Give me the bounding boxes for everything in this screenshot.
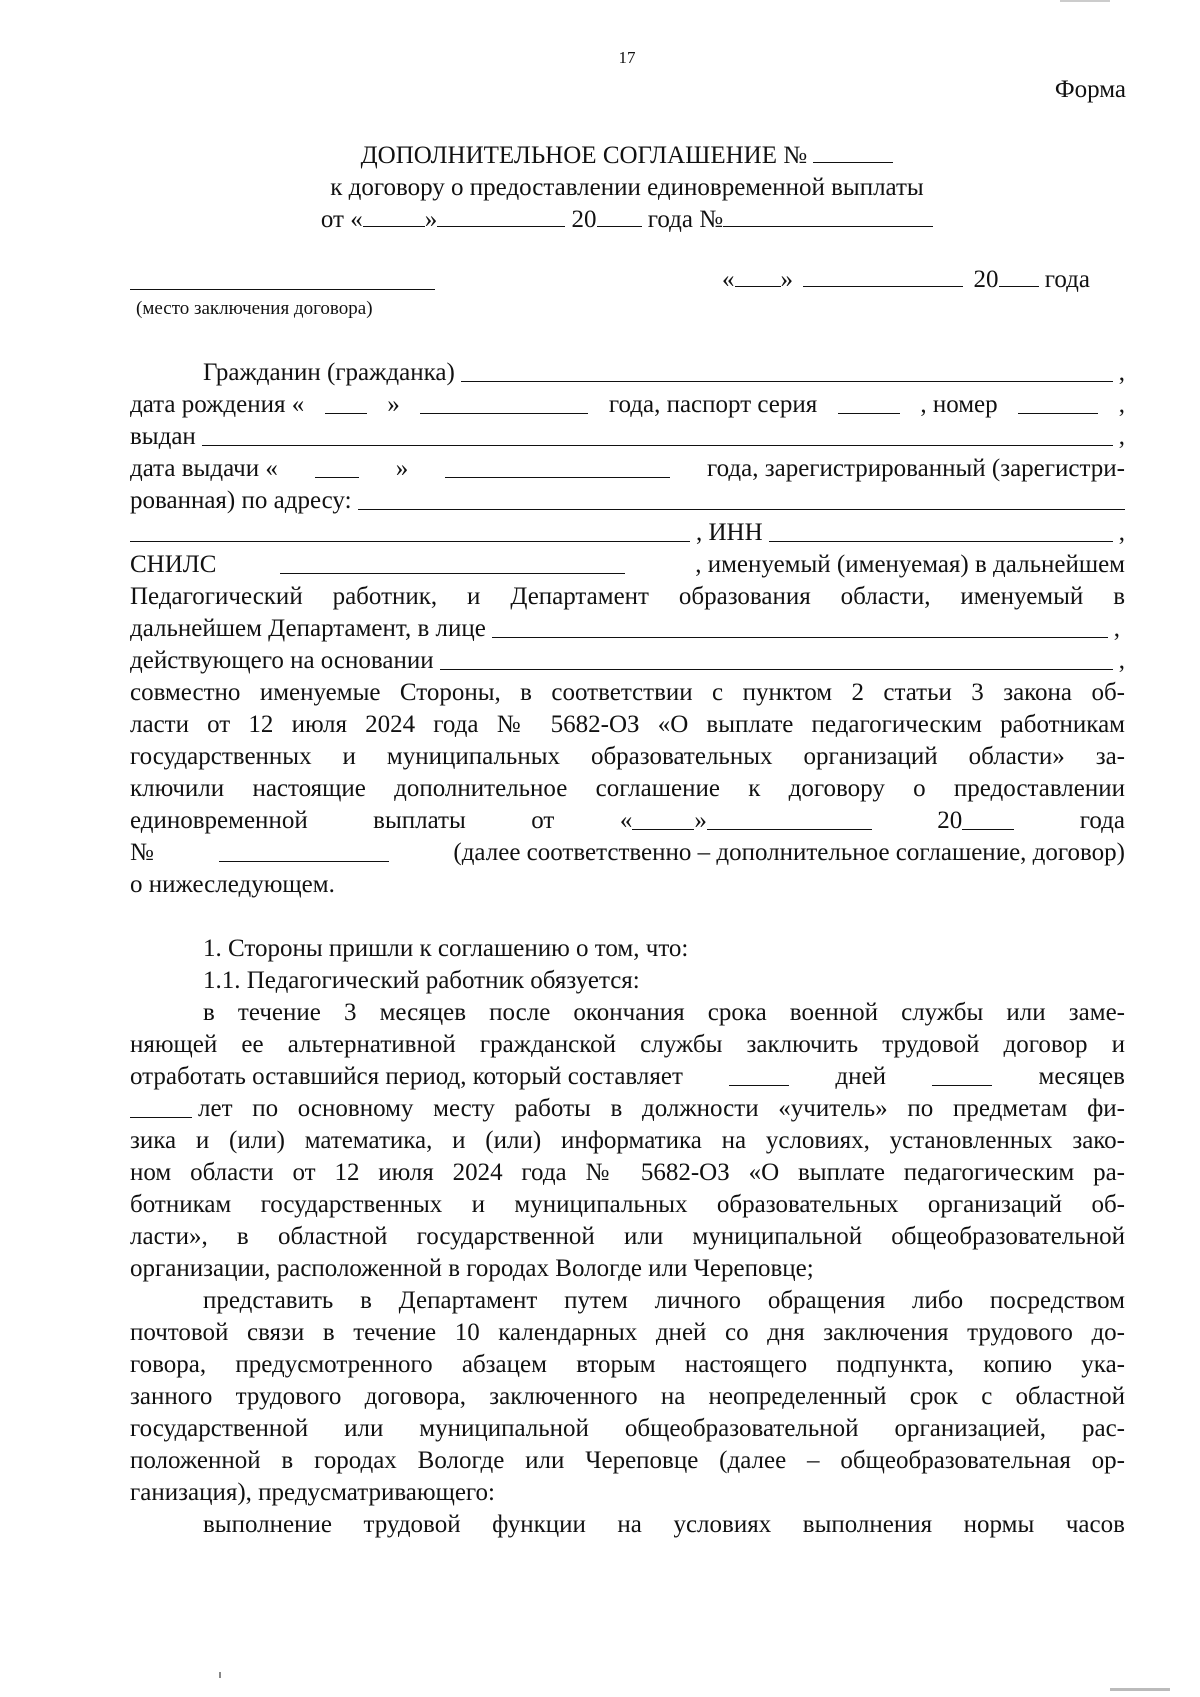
text: №: [130, 839, 154, 866]
para-b-line-6: положенной в городах Вологде или Череповце (далее – общеобразовательная ор-: [130, 1447, 1125, 1474]
issue-day-blank[interactable]: [315, 455, 359, 478]
para-a-line-4: [130, 1094, 1125, 1124]
inn-line: [130, 518, 1125, 548]
year-blank[interactable]: [597, 206, 642, 227]
text: условиях: [673, 1511, 772, 1538]
contract-date-line: [0, 206, 1200, 234]
text: месяцев: [1038, 1063, 1125, 1090]
text: функции: [492, 1511, 586, 1538]
para-a-line-7: ботникам государственных и муниципальных образовательных организаций об-: [130, 1191, 1125, 1218]
parties-line-12: ласти от 12 июля 2024 года № 5682-ОЗ «О выплате педагогическим работникам: [130, 711, 1125, 738]
birth-passport-line: [130, 390, 1125, 420]
text: ,: [1118, 423, 1125, 450]
inn-blank[interactable]: [769, 519, 1113, 542]
representative-blank[interactable]: [492, 615, 1108, 638]
text: ,: [1113, 615, 1120, 642]
years-blank[interactable]: [130, 1095, 192, 1118]
scan-speck: [219, 1672, 221, 1678]
sign-year-prefix: 20: [973, 266, 999, 293]
text: нормы: [963, 1511, 1035, 1538]
text: (далее соответственно – дополнительное соглашение, договор): [453, 839, 1125, 866]
open-quote: «: [722, 266, 735, 293]
para-b-line-3: говора, предусмотренного абзацем вторым настоящего подпункта, копию ука-: [130, 1351, 1125, 1378]
para-b-line-4: занного трудового договора, заключенного на неопределенный срок с областной: [130, 1383, 1125, 1410]
close-quote: »: [780, 266, 793, 293]
text: года, паспорт серия: [608, 391, 818, 418]
from-text: от «: [320, 206, 363, 233]
text: выполнения: [802, 1511, 933, 1538]
scan-speck: [1110, 1688, 1170, 1691]
passport-number-blank[interactable]: [1018, 391, 1098, 414]
text: , ИНН: [696, 519, 763, 546]
issued-by-blank[interactable]: [202, 423, 1113, 446]
text: лет по основному месту работы в должности «учитель» по предметам фи-: [198, 1095, 1125, 1122]
contract-date-ref-line: [130, 806, 1125, 836]
contract-number-blank[interactable]: [723, 206, 933, 227]
birth-date-blank[interactable]: [420, 391, 588, 414]
signing-date: [722, 266, 1090, 294]
para-c-line-1: [203, 1510, 1125, 1540]
parties-line-13: государственных и муниципальных образовательных организаций области» за-: [130, 743, 1125, 770]
text: действующего на основании: [130, 647, 434, 674]
para-a-line-8: ласти», в областной государственной или муниципальной общеобразовательной: [130, 1223, 1125, 1250]
para-a-line-5: зика и (или) математика, и (или) информатика на условиях, установленных зако-: [130, 1127, 1125, 1154]
text: трудовой: [363, 1511, 461, 1538]
text: рованная) по адресу:: [130, 487, 352, 514]
birth-day-blank[interactable]: [325, 391, 367, 414]
issued-line: [130, 422, 1125, 452]
ref-date-group: [620, 806, 872, 836]
basis-blank[interactable]: [440, 647, 1113, 670]
text: , номер: [920, 391, 998, 418]
text: от: [531, 807, 555, 834]
parties-line-11: совместно именуемые Стороны, в соответствии с пунктом 2 статьи 3 закона об-: [130, 679, 1125, 706]
year-prefix: 20: [571, 206, 597, 233]
text: Гражданин (гражданка): [203, 359, 455, 386]
sign-year-blank[interactable]: [999, 266, 1039, 287]
text: выплаты: [373, 807, 466, 834]
issue-date-line: [130, 454, 1125, 484]
citizen-name-blank[interactable]: [461, 359, 1113, 382]
address-blank[interactable]: [358, 487, 1125, 510]
text: года: [1079, 807, 1125, 834]
issue-date-blank[interactable]: [445, 455, 670, 478]
clause-1: 1. Стороны пришли к соглашению о том, что:: [203, 935, 689, 962]
snils-blank[interactable]: [280, 551, 625, 574]
ref-number-blank[interactable]: [219, 839, 389, 862]
para-a-line-3: [130, 1062, 1125, 1092]
para-a-line-1: в течение 3 месяцев после окончания срока военной службы или заме-: [203, 999, 1125, 1026]
text: 20: [937, 807, 963, 834]
text: ,: [1118, 647, 1125, 674]
year-word: года: [1044, 266, 1090, 293]
place-blank[interactable]: [130, 289, 435, 290]
text: дата рождения «: [130, 391, 305, 418]
document-subtitle: к договору о предоставлении единовременной выплаты: [330, 174, 924, 201]
text: отработать оставшийся период, который составляет: [130, 1063, 683, 1090]
para-b-line-5: государственной или муниципальной общеобразовательной организацией, рас-: [130, 1415, 1125, 1442]
text: дата выдачи «: [130, 455, 278, 482]
scan-speck: [1060, 0, 1110, 2]
title-text: ДОПОЛНИТЕЛЬНОЕ СОГЛАШЕНИЕ №: [360, 142, 808, 169]
days-blank[interactable]: [729, 1063, 789, 1086]
para-a-line-6: ном области от 12 июля 2024 года № 5682-ОЗ «О выплате педагогическим ра-: [130, 1159, 1125, 1186]
text: , именуемый (именуемая) в дальнейшем: [695, 551, 1125, 578]
months-blank[interactable]: [932, 1063, 992, 1086]
para-a-line-2: няющей ее альтернативной гражданской службы заключить трудовой договор и: [130, 1031, 1125, 1058]
parties-line-8: Педагогический работник, и Департамент образования области, именуемый в: [130, 583, 1125, 610]
text: дней: [835, 1063, 886, 1090]
text: ,: [1118, 519, 1125, 546]
para-b-line-2: почтовой связи в течение 10 календарных дней со дня заключения трудового до-: [130, 1319, 1125, 1346]
agreement-number-blank[interactable]: [813, 142, 893, 163]
para-b-line-7: ганизация), предусматривающего:: [130, 1479, 496, 1506]
representative-line: [130, 614, 1120, 644]
text: »: [694, 807, 707, 834]
text: выдан: [130, 423, 196, 450]
text: выполнение: [203, 1511, 332, 1538]
page-number: 17: [618, 48, 636, 67]
address-continued-blank[interactable]: [130, 519, 690, 542]
address-line: [130, 486, 1125, 516]
sign-month-blank[interactable]: [803, 266, 963, 287]
text: ,: [1118, 391, 1125, 418]
document-title: [0, 142, 1200, 170]
citizen-line: [203, 358, 1125, 388]
text: единовременной: [130, 807, 308, 834]
basis-line: [130, 646, 1125, 676]
clause-1-1: 1.1. Педагогический работник обязуется:: [203, 967, 640, 994]
ref-year-blank[interactable]: [962, 807, 1014, 830]
text: часов: [1065, 1511, 1125, 1538]
snils-line: [130, 550, 1125, 580]
text: дальнейшем Департамент, в лице: [130, 615, 486, 642]
text: »: [387, 391, 400, 418]
month-blank[interactable]: [437, 206, 565, 227]
form-label: Форма: [1054, 76, 1126, 103]
text: на: [617, 1511, 642, 1538]
day-blank[interactable]: [363, 206, 425, 227]
passport-series-blank[interactable]: [838, 391, 900, 414]
parties-line-14: ключили настоящие дополнительное соглашение к договору о предоставлении: [130, 775, 1125, 802]
parties-line-17: о нижеследующем.: [130, 871, 335, 898]
text: «: [619, 807, 633, 834]
ref-month-blank[interactable]: [707, 807, 872, 830]
place-caption: (место заключения договора): [136, 298, 373, 319]
text: СНИЛС: [130, 551, 217, 578]
sign-day-blank[interactable]: [735, 266, 781, 287]
text: »: [395, 455, 409, 482]
text: ,: [1118, 359, 1125, 386]
year-number-text: года №: [647, 206, 724, 233]
contract-number-ref-line: [130, 838, 1125, 868]
text: года, зарегистрированный (зарегистри-: [707, 455, 1125, 482]
ref-year-group: [937, 806, 1014, 836]
ref-day-blank[interactable]: [632, 807, 694, 830]
close-quote: »: [424, 206, 438, 233]
para-a-line-9: организации, расположенной в городах Вологде или Череповце;: [130, 1255, 814, 1282]
para-b-line-1: представить в Департамент путем личного обращения либо посредством: [203, 1287, 1125, 1314]
